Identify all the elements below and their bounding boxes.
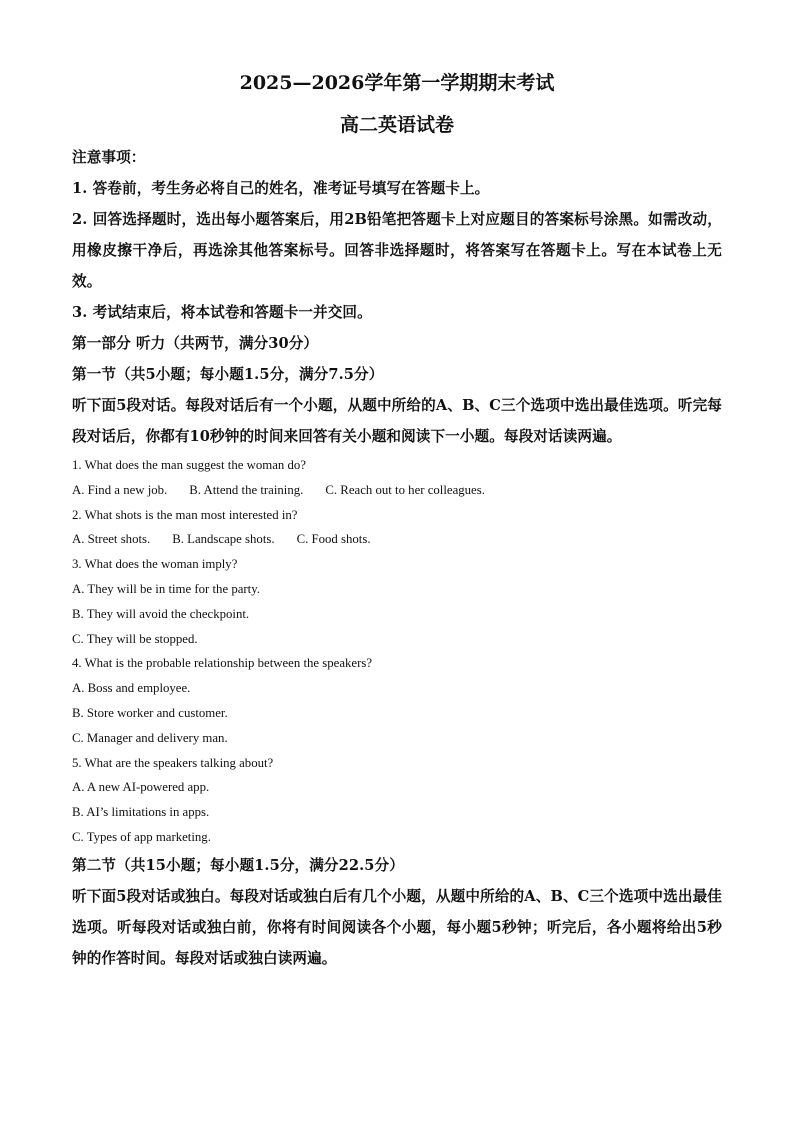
option-a: A. Street shots.: [72, 532, 151, 547]
question-stem: 5. What are the speakers talking about?: [72, 755, 274, 770]
part1-heading: 第一部分 听力（共两节，满分30分）: [72, 335, 319, 352]
question-stem: 3. What does the woman imply?: [72, 557, 238, 572]
notice-item-1: 1. 答卷前，考生务必将自己的姓名，准考证号填写在答题卡上。: [72, 180, 490, 197]
section1-instruction: 听下面5段对话。每段对话后有一个小题，从题中所给的A、B、C三个选项中选出最佳选项。听完每段对话后，你都有10秒钟的时间来回答有关小题和阅读下一小题。每段对话读两遍。: [72, 397, 722, 445]
option-a: A. Boss and employee.: [72, 681, 191, 696]
option-b: B. AI’s limitations in apps.: [72, 805, 210, 820]
question-options-inline: [72, 478, 722, 503]
option-b: B. Attend the training.: [189, 482, 304, 497]
option-b: B. Store worker and customer.: [72, 705, 228, 720]
option-c: C. Food shots.: [296, 532, 371, 547]
exam-title: 2025—2026学年第一学期期末考试: [239, 72, 555, 94]
notice-item-2: 2. 回答选择题时，选出每小题答案后，用2B铅笔把答题卡上对应题目的答案标号涂黑。如需改动，用橡皮擦干净后，再选涂其他答案标号。回答非选择题时，将答案写在答题卡上。写在本试卷上无效。: [72, 211, 722, 290]
exam-page: [72, 70, 722, 974]
notice-heading: 注意事项：: [72, 149, 146, 166]
option-a: A. Find a new job.: [72, 482, 168, 497]
option-c: C. They will be stopped.: [72, 631, 198, 646]
option-c: C. Types of app marketing.: [72, 829, 211, 844]
question-list: [72, 453, 722, 850]
part1-section: [72, 328, 722, 974]
option-b: B. Landscape shots.: [172, 532, 275, 547]
section1-heading: 第一节（共5小题；每小题1.5分，满分7.5分）: [72, 366, 384, 383]
option-a: A. A new AI-powered app.: [72, 780, 210, 795]
exam-subtitle: 高二英语试卷: [339, 114, 454, 136]
option-c: C. Reach out to her colleagues.: [325, 482, 485, 497]
notice-item-3: 3. 考试结束后，将本试卷和答题卡一并交回。: [72, 304, 372, 321]
notice-section: [72, 142, 722, 328]
section2-instruction: 听下面5段对话或独白。每段对话或独白后有几个小题，从题中所给的A、B、C三个选项中选出最佳选项。听每段对话或独白前，你将有时间阅读各个小题，每小题5秒钟；听完后，各小题将给出5秒钟的作答时间。每段对话或独白读两遍。: [72, 887, 722, 967]
option-c: C. Manager and delivery man.: [72, 730, 228, 745]
question-stem: 4. What is the probable relationship between the speakers?: [72, 656, 373, 671]
question-options-inline: [72, 527, 722, 552]
section2-heading: 第二节（共15小题；每小题1.5分，满分22.5分）: [72, 856, 404, 874]
question-stem: 1. What does the man suggest the woman do?: [72, 458, 306, 472]
question-stem: 2. What shots is the man most interested in?: [72, 507, 298, 522]
option-a: A. They will be in time for the party.: [72, 581, 260, 596]
option-b: B. They will avoid the checkpoint.: [72, 606, 250, 621]
